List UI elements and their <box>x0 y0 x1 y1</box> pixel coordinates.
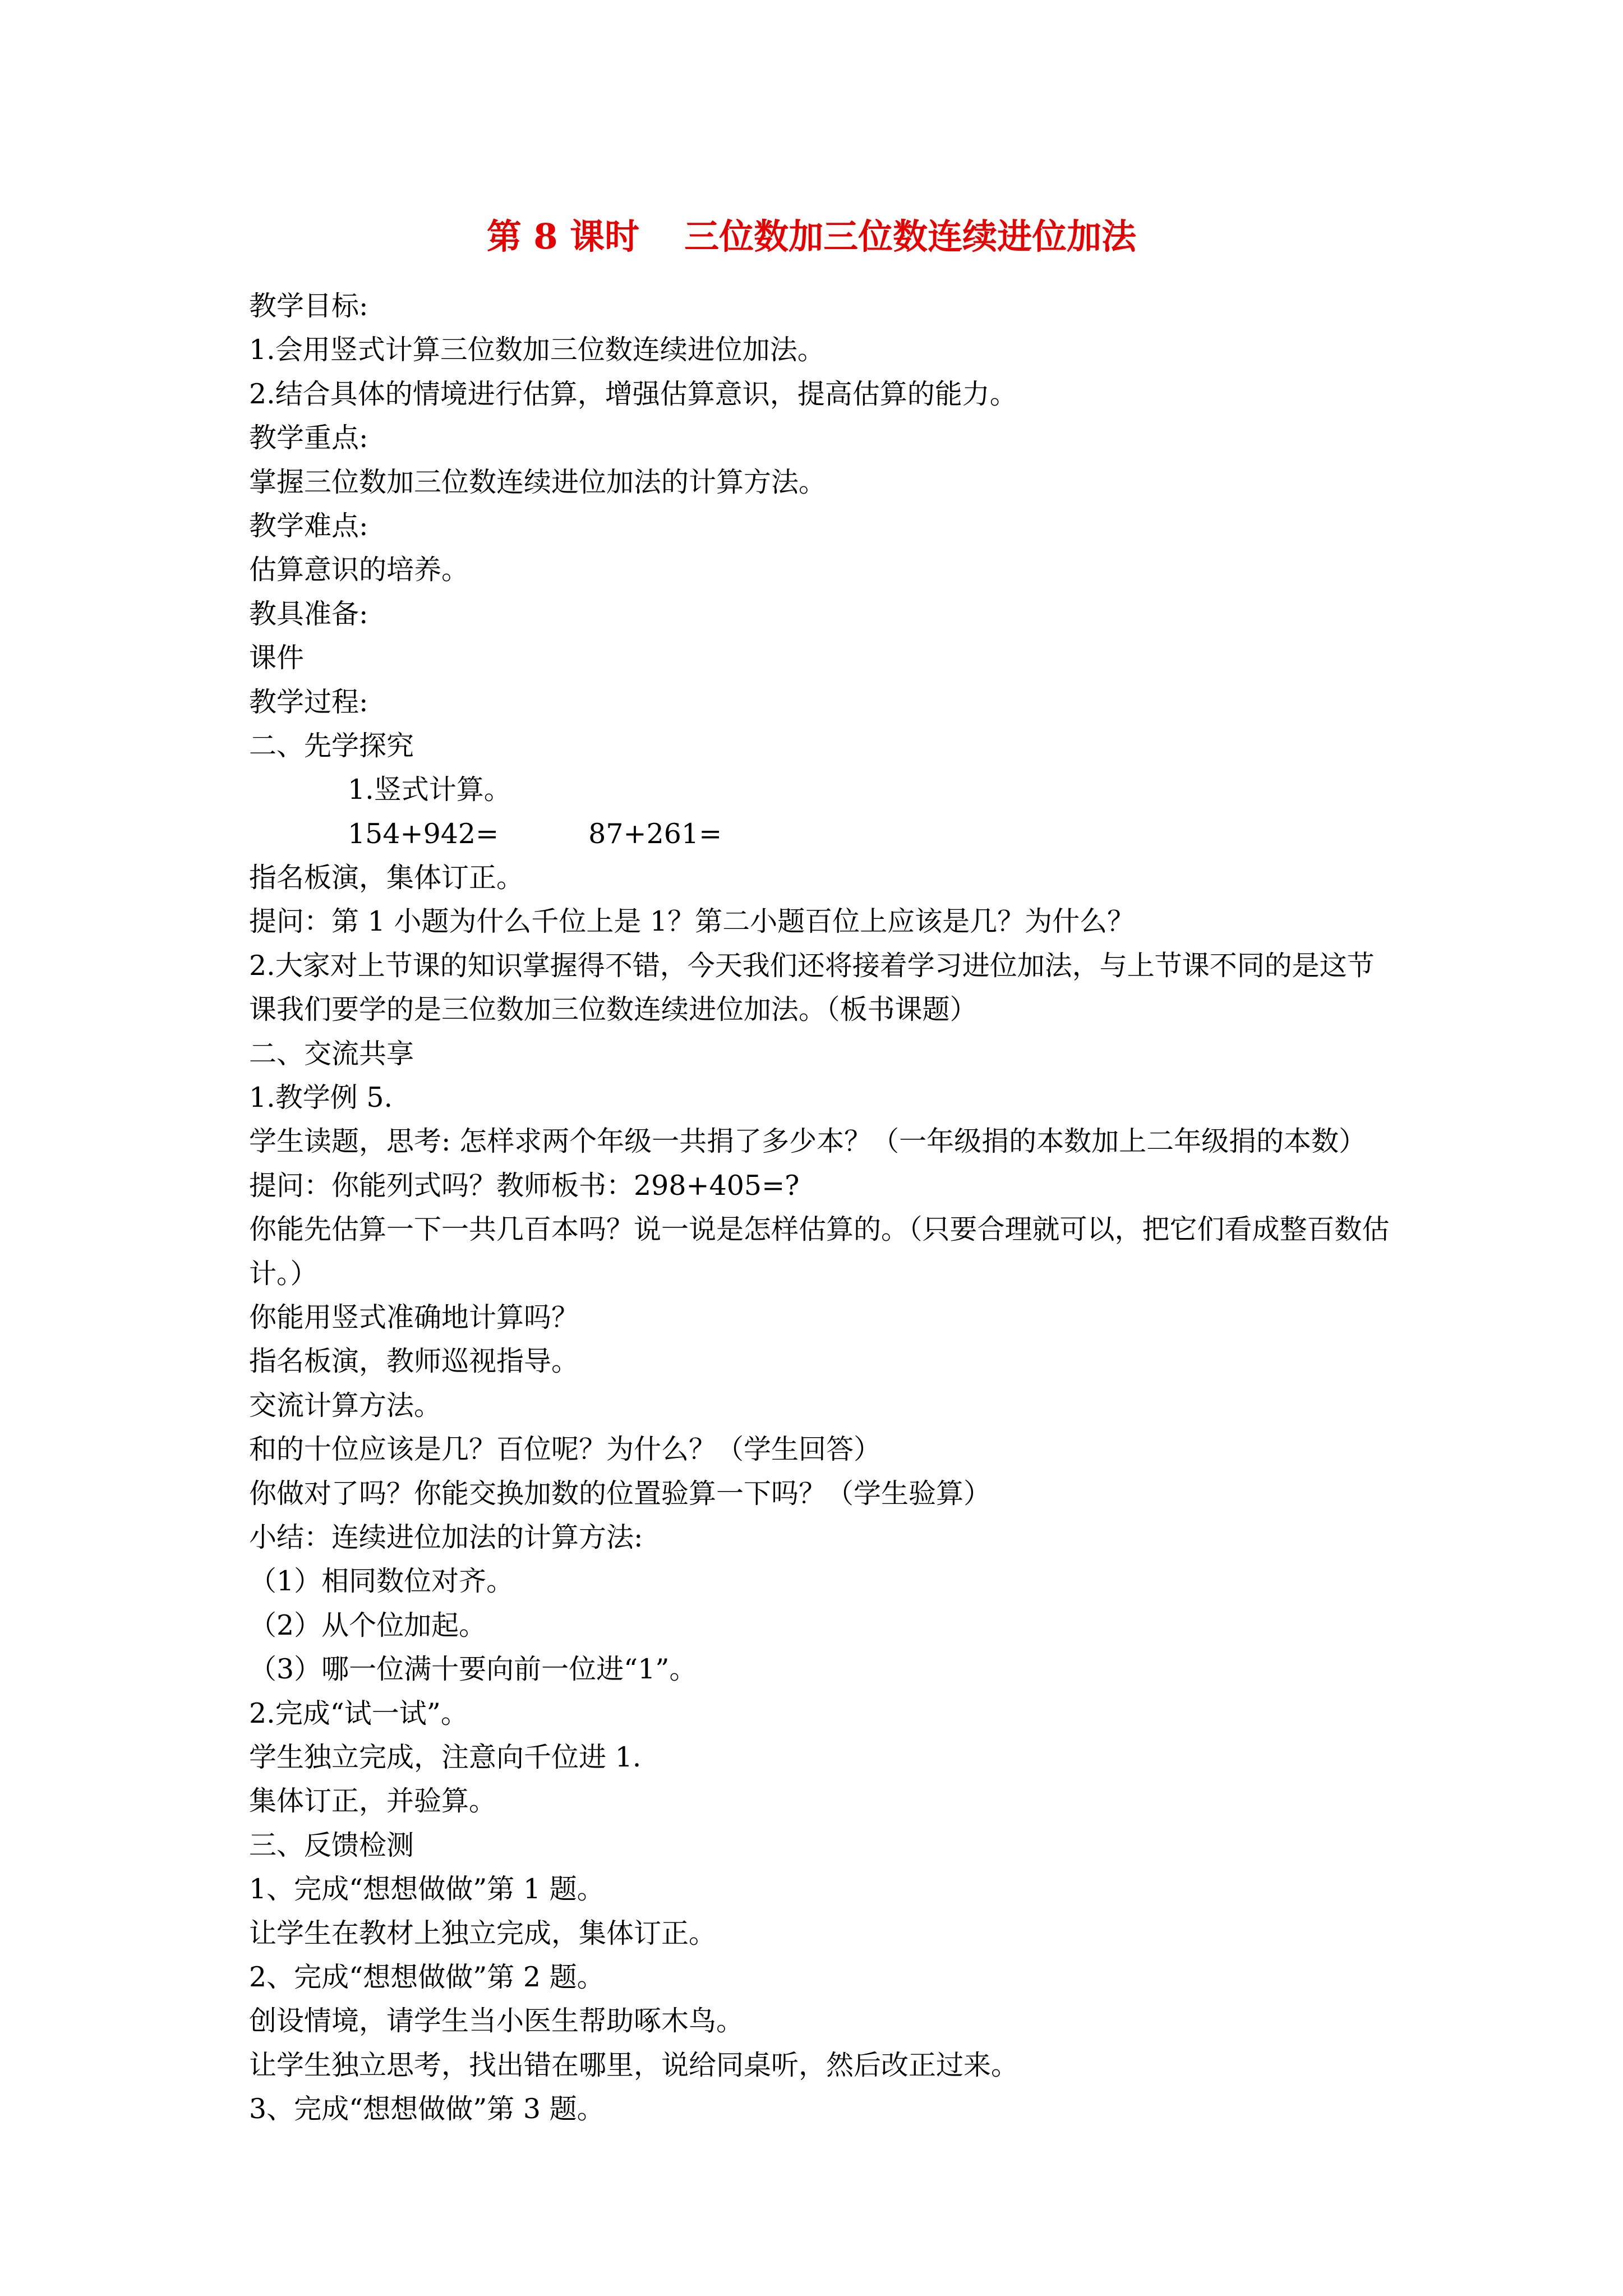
equation: 154+942= <box>348 817 499 850</box>
section-heading-process: 教学过程: <box>249 685 368 718</box>
paragraph: 2、完成“想想做做”第 2 题。 <box>249 1961 605 1993</box>
list-item: （3）哪一位满十要向前一位进“1”。 <box>249 1653 697 1686</box>
equation: 87+261= <box>588 817 722 850</box>
paragraph: 交流计算方法。 <box>249 1389 442 1421</box>
paragraph: 提问：第 1 小题为什么千位上是 1？第二小题百位上应该是几？为什么？ <box>249 905 1135 938</box>
paragraph: 指名板演，教师巡视指导。 <box>249 1345 579 1378</box>
paragraph: 让学生在教材上独立完成，集体订正。 <box>249 1917 717 1949</box>
paragraph: 1、完成“想想做做”第 1 题。 <box>249 1873 605 1906</box>
document-body <box>249 284 1392 2131</box>
section-heading-explore: 二、先学探究 <box>249 729 414 762</box>
paragraph: 指名板演，集体订正。 <box>249 862 524 894</box>
section-heading-key-points: 教学重点: <box>249 422 368 454</box>
paragraph: 掌握三位数加三位数连续进位加法的计算方法。 <box>249 466 827 498</box>
paragraph: 3、完成“想想做做”第 3 题。 <box>249 2093 605 2125</box>
exercise-equations <box>249 812 1392 856</box>
section-heading-difficulties: 教学难点: <box>249 509 368 542</box>
list-item: （2）从个位加起。 <box>249 1609 487 1641</box>
paragraph: 2.结合具体的情境进行估算，增强估算意识，提高估算的能力。 <box>249 378 1017 410</box>
section-heading-objectives: 教学目标: <box>249 290 368 322</box>
paragraph: 你做对了吗？你能交换加数的位置验算一下吗？（学生验算） <box>249 1477 992 1510</box>
paragraph: 1.会用竖式计算三位数加三位数连续进位加法。 <box>249 334 825 366</box>
paragraph: 你能用竖式准确地计算吗？ <box>249 1301 579 1334</box>
paragraph: 创设情境，请学生当小医生帮助啄木鸟。 <box>249 2005 744 2037</box>
paragraph: 让学生独立思考，找出错在哪里，说给同桌听，然后改正过来。 <box>249 2049 1019 2081</box>
paragraph: 学生独立完成，注意向千位进 1. <box>249 1741 642 1773</box>
paragraph: 估算意识的培养。 <box>249 554 469 586</box>
list-item: （1）相同数位对齐。 <box>249 1565 514 1598</box>
paragraph: 1.教学例 5. <box>249 1082 393 1114</box>
title-lesson-number: 第 8 课时 <box>486 216 640 257</box>
paragraph: 学生读题，思考: 怎样求两个年级一共捐了多少本？（一年级捐的本数加上二年级捐的本数） <box>249 1125 1367 1158</box>
paragraph: 集体订正，并验算。 <box>249 1785 497 1818</box>
paragraph: 小结：连续进位加法的计算方法: <box>249 1521 643 1553</box>
section-heading-share: 二、交流共享 <box>249 1037 414 1070</box>
paragraph: 提问：你能列式吗？教师板书：298+405=? <box>249 1169 800 1202</box>
title-topic: 三位数加三位数连续进位加法 <box>684 216 1137 257</box>
paragraph: 2.完成“试一试”。 <box>249 1697 468 1729</box>
paragraph: 你能先估算一下一共几百本吗？说一说是怎样估算的。（只要合理就可以，把它们看成整百数估计。） <box>249 1213 1390 1290</box>
section-heading-feedback: 三、反馈检测 <box>249 1829 414 1861</box>
exercise-heading: 1.竖式计算。 <box>348 774 511 806</box>
paragraph: 2.大家对上节课的知识掌握得不错，今天我们还将接着学习进位加法，与上节课不同的是这节课我们要学的是三位数加三位数连续进位加法。（板书课题） <box>249 949 1375 1026</box>
page-title <box>0 214 1623 259</box>
paragraph: 课件 <box>249 642 305 674</box>
section-heading-materials: 教具准备: <box>249 597 368 630</box>
paragraph: 和的十位应该是几？百位呢？为什么？（学生回答） <box>249 1433 882 1466</box>
